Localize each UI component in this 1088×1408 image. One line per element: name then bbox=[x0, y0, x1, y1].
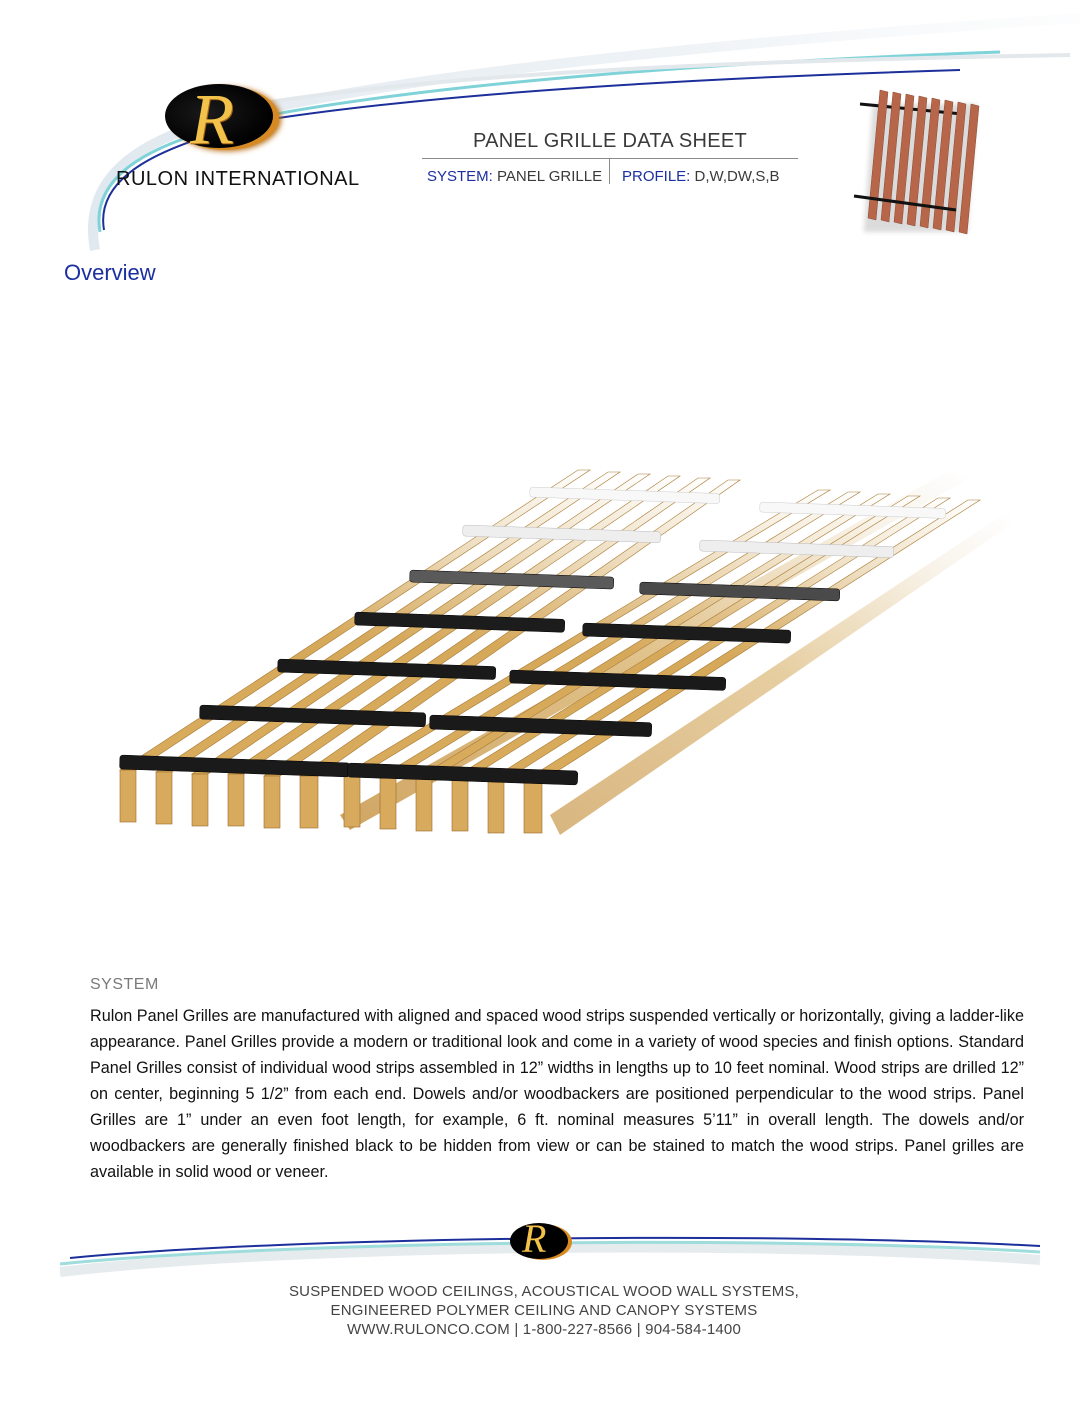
footer-line-1: SUSPENDED WOOD CEILINGS, ACOUSTICAL WOOD WALL SYSTEMS, bbox=[288, 1283, 800, 1300]
panel-grille-thumbnail-image bbox=[850, 86, 980, 236]
overview-heading: Overview bbox=[64, 260, 156, 285]
system-meta bbox=[427, 168, 602, 185]
panel-grille-illustration bbox=[110, 430, 1010, 850]
profile-value: D,W,DW,S,B bbox=[694, 168, 780, 185]
title-vertical-divider bbox=[609, 158, 610, 184]
footer-contact-line: WWW.RULONCO.COM | 1-800-227-8566 | 904-584-1400 bbox=[346, 1321, 741, 1338]
company-name: RULON INTERNATIONAL bbox=[116, 168, 360, 190]
footer-logo-r-letter: R bbox=[522, 1216, 547, 1261]
system-value: PANEL GRILLE bbox=[497, 168, 603, 185]
title-divider bbox=[422, 158, 798, 159]
footer-line-2: ENGINEERED POLYMER CEILING AND CANOPY SYSTEMS bbox=[330, 1302, 758, 1319]
profile-key: PROFILE: bbox=[622, 168, 691, 185]
logo-r-letter: R bbox=[190, 79, 234, 159]
profile-meta bbox=[622, 168, 780, 185]
system-section-label: SYSTEM bbox=[90, 976, 159, 993]
system-key: SYSTEM: bbox=[427, 168, 493, 185]
document-title: PANEL GRILLE DATA SHEET bbox=[472, 130, 748, 152]
system-description: Rulon Panel Grilles are manufactured with aligned and spaced wood strips suspended vertically or horizontally, giving a ladder-like appearance. Panel Grilles provide a modern or traditional look and come in a variety of wood species and finish options. Standard Panel Grilles consist of individual wood strips assembled in 12” widths in lengths up to 10 feet nominal. Wood strips are drilled 12” on center, beginning 5 1/2” from each end. Dowels and/or woodbackers are positioned perpendicular to the wood strips. Panel Grilles are 1” under an even foot length, for example, 6 ft. nominal measures 5’11” in overall length. The dowels and/or woodbackers are generally finished black to be hidden from view or can be stained to match the wood strips. Panel grilles are available in solid wood or veneer. bbox=[90, 1007, 1024, 1181]
